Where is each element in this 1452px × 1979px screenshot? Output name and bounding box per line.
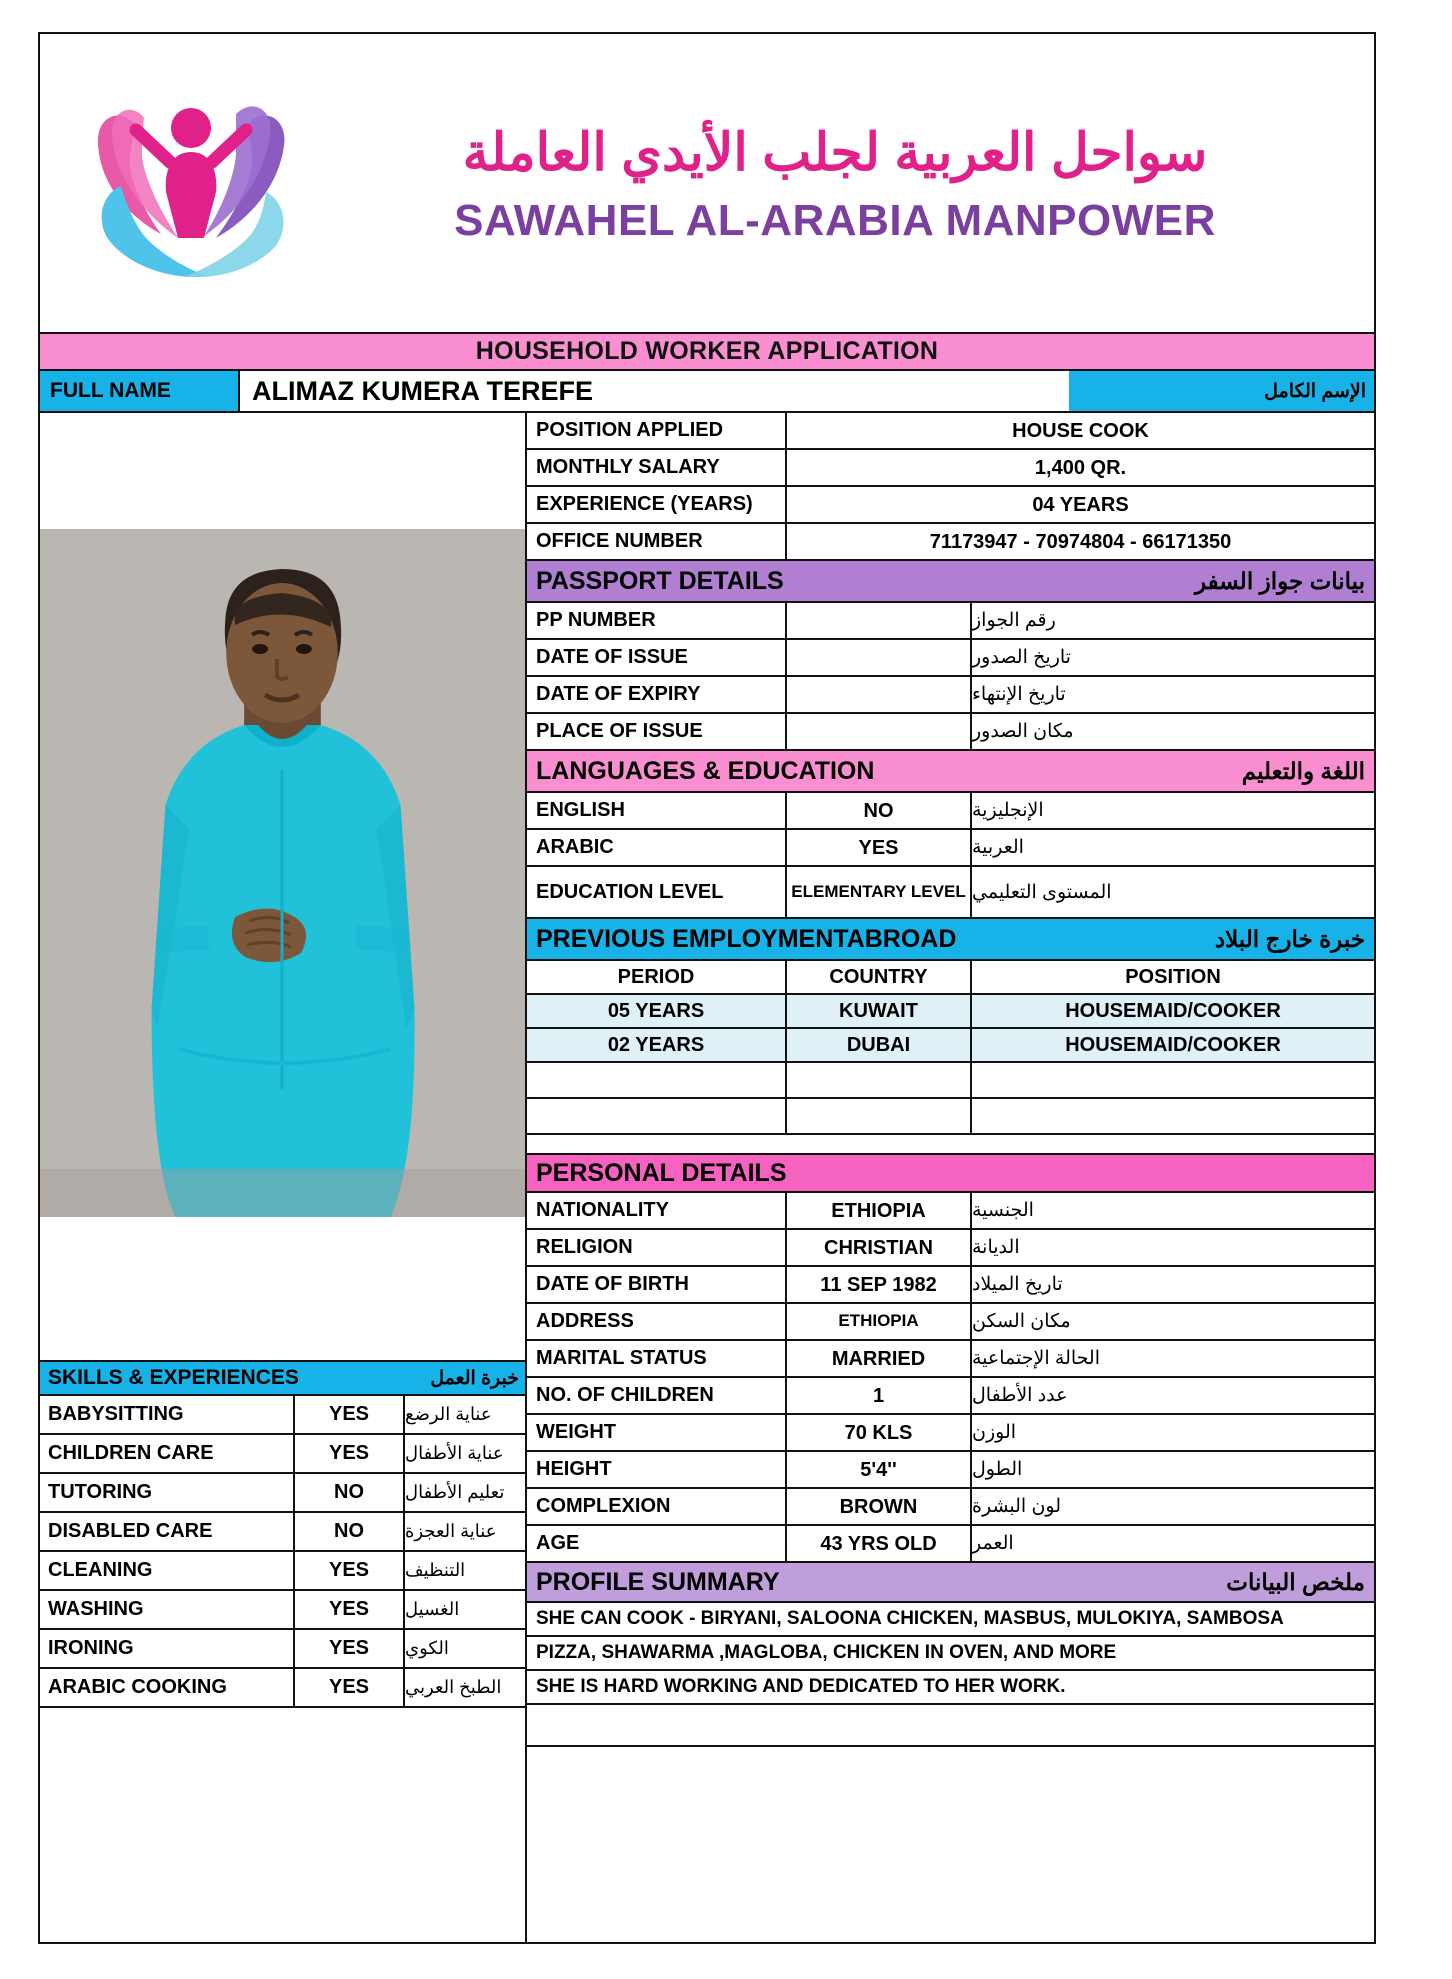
experience-years-row <box>527 487 1374 524</box>
skill-value: YES <box>295 1552 405 1589</box>
profile-summary-line: PIZZA, SHAWARMA ,MAGLOBA, CHICKEN IN OVEN, AND MORE <box>527 1637 1374 1671</box>
employment-header-period: PERIOD <box>527 961 787 993</box>
office-number-row <box>527 524 1374 561</box>
complexion-row <box>527 1489 1374 1526</box>
skill-label: DISABLED CARE <box>40 1513 295 1550</box>
languages-section-header <box>527 751 1374 793</box>
weight-arabic: الوزن <box>972 1422 1017 1443</box>
nationality-value: ETHIOPIA <box>787 1193 972 1228</box>
skill-row <box>40 1513 525 1552</box>
skills-section-header <box>40 1360 525 1396</box>
passport-section-title-en: PASSPORT DETAILS <box>536 566 784 595</box>
employment-country <box>787 1099 972 1133</box>
right-column-filler <box>527 1747 1374 1942</box>
skill-label: TUTORING <box>40 1474 295 1511</box>
position-applied-row <box>527 413 1374 450</box>
education-level-label: EDUCATION LEVEL <box>527 867 787 917</box>
weight-label: WEIGHT <box>527 1415 787 1450</box>
complexion-arabic: لون البشرة <box>972 1496 1062 1517</box>
full-name-arabic-label: الإسم الكامل <box>1069 371 1374 411</box>
date-of-issue-arabic: تاريخ الصدور <box>972 647 1071 668</box>
left-column <box>40 413 527 1942</box>
marital-status-value: MARRIED <box>787 1341 972 1376</box>
employment-period <box>527 1063 787 1097</box>
employment-period: 02 YEARS <box>527 1029 787 1061</box>
complexion-label: COMPLEXION <box>527 1489 787 1524</box>
skill-value: NO <box>295 1474 405 1511</box>
date-of-birth-row <box>527 1267 1374 1304</box>
date-of-expiry-label: DATE OF EXPIRY <box>527 677 787 712</box>
skill-row <box>40 1591 525 1630</box>
weight-row <box>527 1415 1374 1452</box>
nationality-row <box>527 1193 1374 1230</box>
religion-label: RELIGION <box>527 1230 787 1265</box>
age-value: 43 YRS OLD <box>787 1526 972 1561</box>
skills-section-title-en: SKILLS & EXPERIENCES <box>48 1366 299 1389</box>
profile-summary-section-header <box>527 1563 1374 1603</box>
brand-name-english: SAWAHEL AL-ARABIA MANPOWER <box>454 195 1216 245</box>
education-level-row <box>527 867 1374 919</box>
address-arabic: مكان السكن <box>972 1311 1071 1332</box>
employment-row <box>527 1029 1374 1063</box>
application-document <box>38 32 1376 1944</box>
monthly-salary-label: MONTHLY SALARY <box>527 450 787 485</box>
profile-summary-line: SHE CAN COOK - BIRYANI, SALOONA CHICKEN, MASBUS, MULOKIYA, SAMBOSA <box>527 1603 1374 1637</box>
skill-row <box>40 1552 525 1591</box>
full-name-label: FULL NAME <box>40 371 240 411</box>
place-of-issue-row <box>527 714 1374 751</box>
skill-value: YES <box>295 1435 405 1472</box>
employment-row <box>527 1063 1374 1099</box>
marital-status-row <box>527 1341 1374 1378</box>
employment-row <box>527 1099 1374 1135</box>
address-row <box>527 1304 1374 1341</box>
age-label: AGE <box>527 1526 787 1561</box>
skill-label-arabic: التنظيف <box>405 1560 466 1580</box>
date-of-expiry-row <box>527 677 1374 714</box>
passport-section-title-ar: بيانات جواز السفر <box>1194 567 1365 594</box>
height-label: HEIGHT <box>527 1452 787 1487</box>
skill-label: CLEANING <box>40 1552 295 1589</box>
personal-section-header <box>527 1155 1374 1193</box>
employment-section-title-en: PREVIOUS EMPLOYMENTABROAD <box>536 924 957 953</box>
personal-section-title-en: PERSONAL DETAILS <box>536 1158 787 1187</box>
skill-label: IRONING <box>40 1630 295 1667</box>
age-row <box>527 1526 1374 1563</box>
height-arabic: الطول <box>972 1459 1023 1480</box>
position-applied-label: POSITION APPLIED <box>527 413 787 448</box>
skill-value: YES <box>295 1669 405 1706</box>
employment-period <box>527 1099 787 1133</box>
height-value: 5'4'' <box>787 1452 972 1487</box>
applicant-photo <box>40 529 525 1217</box>
document-body <box>40 413 1374 1942</box>
arabic-value: YES <box>787 830 972 865</box>
employment-table-spacer <box>527 1135 1374 1155</box>
address-label: ADDRESS <box>527 1304 787 1339</box>
date-of-issue-value <box>787 640 972 675</box>
skill-value: NO <box>295 1513 405 1550</box>
profile-summary-title-en: PROFILE SUMMARY <box>536 1567 780 1596</box>
religion-value: CHRISTIAN <box>787 1230 972 1265</box>
marital-status-arabic: الحالة الإجتماعية <box>972 1348 1100 1369</box>
religion-row <box>527 1230 1374 1267</box>
skill-label-arabic: تعليم الأطفال <box>405 1482 505 1502</box>
profile-summary-line: SHE IS HARD WORKING AND DEDICATED TO HER WORK. <box>527 1671 1374 1705</box>
arabic-label: ARABIC <box>527 830 787 865</box>
right-column <box>527 413 1374 1942</box>
date-of-issue-row <box>527 640 1374 677</box>
employment-position <box>972 1063 1374 1097</box>
skill-value: YES <box>295 1591 405 1628</box>
english-arabic: الإنجليزية <box>972 800 1044 821</box>
employment-table-header <box>527 961 1374 995</box>
employment-position <box>972 1099 1374 1133</box>
skill-label: WASHING <box>40 1591 295 1628</box>
profile-summary-line <box>527 1705 1374 1747</box>
left-column-filler <box>40 1708 525 1942</box>
address-value: ETHIOPIA <box>787 1304 972 1339</box>
employment-header-position: POSITION <box>1125 965 1221 988</box>
skill-label-arabic: عناية الأطفال <box>405 1443 504 1463</box>
skill-row <box>40 1630 525 1669</box>
date-of-birth-value: 11 SEP 1982 <box>787 1267 972 1302</box>
skill-row <box>40 1435 525 1474</box>
weight-value: 70 KLS <box>787 1415 972 1450</box>
skill-row <box>40 1474 525 1513</box>
full-name-value: ALIMAZ KUMERA TEREFE <box>240 371 1069 411</box>
employment-row <box>527 995 1374 1029</box>
pp-number-arabic: رقم الجواز <box>972 610 1056 631</box>
english-value: NO <box>787 793 972 828</box>
religion-arabic: الديانة <box>972 1237 1020 1258</box>
position-applied-value: HOUSE COOK <box>1012 419 1149 442</box>
skill-label-arabic: عناية العجزة <box>405 1521 497 1541</box>
languages-section-title-en: LANGUAGES & EDUCATION <box>536 756 875 785</box>
company-logo-icon <box>66 66 316 301</box>
date-of-expiry-value <box>787 677 972 712</box>
brand-name-arabic: سواحل العربية لجلب الأيدي العاملة <box>462 123 1208 182</box>
education-level-arabic: المستوى التعليمي <box>972 881 1112 903</box>
children-count-value: 1 <box>787 1378 972 1413</box>
passport-section-header <box>527 561 1374 603</box>
employment-period: 05 YEARS <box>527 995 787 1027</box>
date-of-birth-arabic: تاريخ الميلاد <box>972 1274 1063 1295</box>
skill-value: YES <box>295 1396 405 1433</box>
date-of-birth-label: DATE OF BIRTH <box>527 1267 787 1302</box>
employment-section-header <box>527 919 1374 961</box>
employment-position: HOUSEMAID/COOKER <box>972 995 1374 1027</box>
skills-section-title-ar: خبرة العمل <box>430 1367 519 1389</box>
monthly-salary-row <box>527 450 1374 487</box>
skill-label-arabic: الغسيل <box>405 1599 460 1619</box>
profile-summary-title-ar: ملخص البيانات <box>1226 1568 1365 1595</box>
nationality-label: NATIONALITY <box>527 1193 787 1228</box>
complexion-value: BROWN <box>787 1489 972 1524</box>
skill-label: BABYSITTING <box>40 1396 295 1433</box>
arabic-arabic: العربية <box>972 837 1024 858</box>
skill-row <box>40 1669 525 1708</box>
photo-bottom-spacer <box>40 1217 525 1360</box>
english-label: ENGLISH <box>527 793 787 828</box>
arabic-row <box>527 830 1374 867</box>
pp-number-label: PP NUMBER <box>527 603 787 638</box>
experience-years-value: 04 YEARS <box>1032 493 1129 516</box>
pp-number-row <box>527 603 1374 640</box>
photo-top-spacer <box>40 413 525 529</box>
employment-header-country: COUNTRY <box>787 961 972 993</box>
office-number-label: OFFICE NUMBER <box>527 524 787 559</box>
place-of-issue-label: PLACE OF ISSUE <box>527 714 787 749</box>
pp-number-value <box>787 603 972 638</box>
skill-label-arabic: عناية الرضع <box>405 1404 492 1424</box>
age-arabic: العمر <box>972 1533 1014 1554</box>
height-row <box>527 1452 1374 1489</box>
nationality-arabic: الجنسية <box>972 1200 1034 1221</box>
document-header <box>40 34 1374 334</box>
employment-country: KUWAIT <box>787 995 972 1027</box>
marital-status-label: MARITAL STATUS <box>527 1341 787 1376</box>
office-number-value: 71173947 - 70974804 - 66171350 <box>929 530 1232 553</box>
skill-label: CHILDREN CARE <box>40 1435 295 1472</box>
full-name-row <box>40 371 1374 413</box>
date-of-issue-label: DATE OF ISSUE <box>527 640 787 675</box>
experience-years-label: EXPERIENCE (YEARS) <box>527 487 787 522</box>
monthly-salary-value: 1,400 QR. <box>1034 456 1127 479</box>
skill-row <box>40 1396 525 1435</box>
skill-label-arabic: الطبخ العربي <box>405 1677 502 1697</box>
skill-label: ARABIC COOKING <box>40 1669 295 1706</box>
employment-country: DUBAI <box>787 1029 972 1061</box>
place-of-issue-value <box>787 714 972 749</box>
brand-block <box>316 121 1374 246</box>
document-title: HOUSEHOLD WORKER APPLICATION <box>40 334 1374 371</box>
employment-country <box>787 1063 972 1097</box>
date-of-expiry-arabic: تاريخ الإنتهاء <box>972 684 1066 705</box>
languages-section-title-ar: اللغة والتعليم <box>1241 757 1365 784</box>
skill-label-arabic: الكوي <box>405 1638 449 1658</box>
employment-position: HOUSEMAID/COOKER <box>972 1029 1374 1061</box>
children-count-label: NO. OF CHILDREN <box>527 1378 787 1413</box>
skill-value: YES <box>295 1630 405 1667</box>
english-row <box>527 793 1374 830</box>
children-count-arabic: عدد الأطفال <box>972 1385 1068 1406</box>
children-count-row <box>527 1378 1374 1415</box>
employment-section-title-ar: خبرة خارج البلاد <box>1214 925 1365 952</box>
place-of-issue-arabic: مكان الصدور <box>972 721 1074 742</box>
education-level-value: ELEMENTARY LEVEL <box>787 867 972 917</box>
